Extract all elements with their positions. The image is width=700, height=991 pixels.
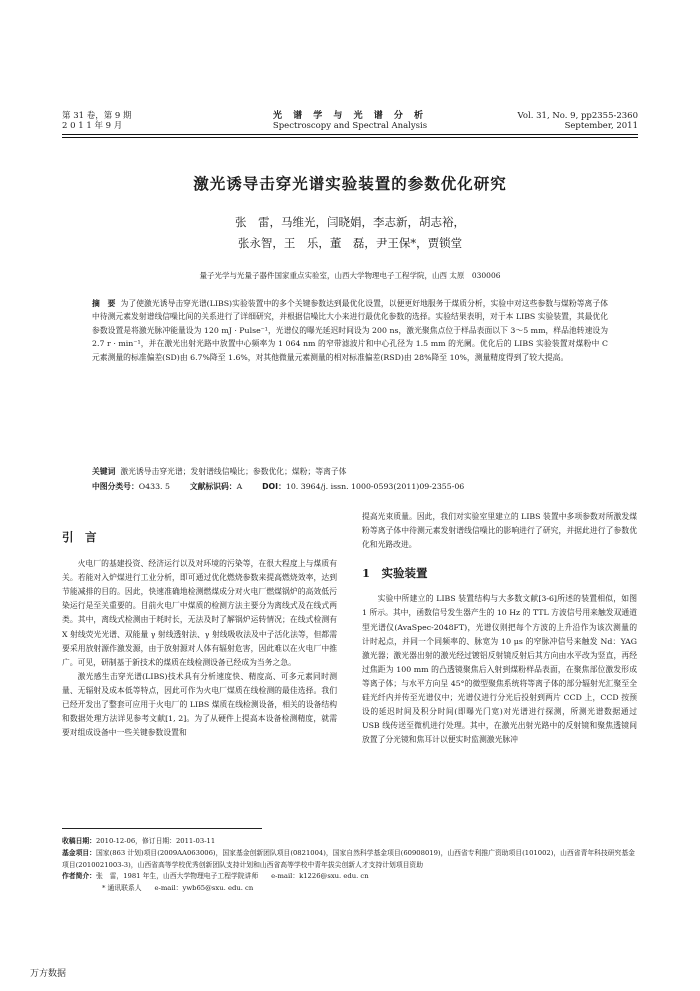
fund-label: 基金项目： [62,848,96,857]
contact-email: e-mail：ywb65@sxu. edu. cn [154,884,254,893]
doc-code-label: 文献标识码： [189,482,237,491]
right-paragraph-0: 提高光束质量。因此，我们对实验室里建立的 LIBS 装置中多项参数对所激发煤粉等离子体中待测元素发射谱线信噪比的影响进行了研究，并据此进行了参数优化和光路改进。 [362,512,637,550]
authors-line-2: 张永智，王 乐，董 磊，尹王保*，贾锁堂 [237,236,463,250]
volume-issue-cn: 第 31 卷，第 9 期 [62,111,132,121]
header-rule-2 [62,137,638,138]
bio-note [62,871,638,883]
clc-label: 中图分类号： [92,482,139,491]
right-column [362,510,637,747]
intro-paragraph-2: 激光感生击穿光谱(LIBS)技术具有分析速度快、精度高、可多元素同时测量、无辐射及成本低等特点，因此可作为火电厂煤质在线检测的最佳选择。我们已经开发出了整套可应用于火电厂的 LIBS 煤质在线检测设备，相关的设备结构和数据处理方法详见参考文献[1, 2]。为了从硬件上提高本设备检测精度，就需要对组成设备中一些关键参数设置和 [62,671,337,738]
clc-value: O433. 5 [138,482,170,491]
doi-label: DOI： [262,482,286,491]
doc-code-value: A [236,482,243,491]
keywords-label: 关键词 [92,467,116,476]
classification [92,480,608,493]
section-1-heading: 1 实验装置 [362,566,428,581]
author-list [200,212,500,254]
keywords-text: 激光诱导击穿光谱；发射谱线信噪比；参数优化；煤粉；等离子体 [120,467,347,476]
received-dates: 2010-12-06，修订日期：2011-03-11 [95,837,216,845]
bio-email: e-mail：k1226@sxu. edu. cn [271,872,369,881]
authors-line-1: 张 雷，马维光，闫晓娟，李志新，胡志裕， [235,215,465,229]
volume-pages: Vol. 31, No. 9, pp2355-2360 [517,111,638,121]
journal-name-en: Spectroscopy and Spectral Analysis [272,121,428,131]
contact-note [62,883,638,895]
fund-text: 国家(863 计划)项目(2009AA063006)，国家基金创新团队项目(0821004)，国家自然科学基金项目(60908019)，山西省专利推广资助项目(101002)，山西省青年科技研究基金项目(2010021003-3)，山西省高等学校优秀创新团队支持计划和山西省高等学校中青年拔尖创新人才支持计划项目资助 [62,848,635,869]
journal-volume-en [518,111,638,131]
footnote-rule [62,828,262,829]
watermark: 万方数据 [30,969,67,979]
abstract-text: 为了使激光诱导击穿光谱(LIBS)实验装置中的多个关键参数达到最优化设置，以便更好地服务于煤质分析，实验中对这些参数与煤粉等离子体中待测元素发射谱线信噪比间的关系进行了详细研究，并根据信噪比大小来进行最优化参数的选择。实验结果表明，对于本 LIBS 实验装置，其最优化参数设置是将激光脉冲能量设为 120 mJ · Pulse⁻¹，光谱仪的曝光延迟时间设为 200 ns，激光聚焦点位于样品表面以下 3～5 mm，样品池转速设为 2.7 r · min⁻¹，并在激光出射光路中放置中心频率为 1 064 nm 的窄带滤波片和中心孔径为 1.5 mm 的光阑。优化后的 LIBS 实验装置对煤粉中 C 元素测量的标准偏差(SD)由 6.7%降至 1.6%，对其他微量元素测量的相对标准偏差(RSD)由 28%降至 10%，测量精度得到了较大提高。 [92,299,608,362]
header-rule [62,134,638,135]
abstract-label: 摘 要 [92,299,116,308]
paper-title: 激光诱导击穿光谱实验装置的参数优化研究 [193,174,507,193]
received-label: 收稿日期： [62,837,96,845]
contact-label: * 通讯联系人 [102,884,142,893]
date-en: September, 2011 [564,121,638,131]
journal-issue [62,111,132,131]
doi-value: 10. 3964/j. issn. 1000-0593(2011)09-2355-06 [285,482,465,491]
journal-name [250,111,450,131]
date-cn: 2 0 1 1 年 9 月 [62,121,123,131]
intro-paragraph-1: 火电厂的基建投资、经济运行以及对环境的污染等，在很大程度上与煤质有关。若能对入炉煤进行工业分析，即可通过优化燃烧参数来提高燃烧效率，达到节能减排的目的。因此，快速准确地检测燃煤成分对火电厂燃煤锅炉的高效低污染运行是至关重要的。目前火电厂中煤质的检测方法主要分为离线式及在线式两类。其中，离线式检测由于耗时长，无法及时了解锅炉运转情况；在线式检测有 X 射线荧光光谱、双能量 γ 射线透射法、γ 射线吸收法及中子活化法等，但都需要采用放射源作激发源，由于放射源对人体有辐射危害，因此难以在火电厂中推广。可见，研制基于新技术的煤质在线检测设备已经成为当务之急。 [62,559,337,667]
fund-note [62,848,638,872]
section-1-paragraph-1: 实验中所建立的 LIBS 装置结构与大多数文献[3-6]所述的装置相似，如图 1 所示。其中，函数信号发生器产生的 10 Hz 的 TTL 方波信号用来触发双通道型光谱仪(AvaSpec-2048FT)，光谱仪则把每个方波的上升沿作为该次测量的计时起点，并同一个同频率的、脉宽为 10 μs 的窄脉冲信号来触发 Nd：YAG 激光器；激光器出射的激光经过镀铝反射镜反射后其方向由水平改为竖直，再经过焦距为 100 mm 的凸透镜聚焦后入射到煤粉样品表面，在聚焦部位激发形成等离子体；与水平方向呈 45°的微型聚焦系统将等离子体的部分辐射光汇聚至全硅光纤内并传至光谱仪中；光谱仪进行分光后投射到两片 CCD 上，CCD 按预设的延迟时间及积分时间(即曝光门宽)对光谱进行探测，所测光谱数据通过 USB 线传送至微机进行处理。其中，在激光出射光路中的反射镜和聚焦透镜间放置了分光镜和焦耳计以便实时监测激光脉冲 [362,594,637,745]
left-column [62,510,337,740]
intro-heading: 引 言 [62,530,97,544]
received-note [62,836,638,848]
footnotes [62,836,638,895]
affiliation: 量子光学与光量子器件国家重点实验室，山西大学物理电子工程学院，山西 太原 030006 [199,271,501,280]
journal-name-cn: 光 谱 学 与 光 谱 分 析 [273,111,427,121]
abstract [92,297,608,364]
bio-label: 作者简介： [62,872,96,881]
keywords [92,465,608,478]
bio-text: 张 雷，1981 年生，山西大学物理电子工程学院讲师 [95,872,259,881]
